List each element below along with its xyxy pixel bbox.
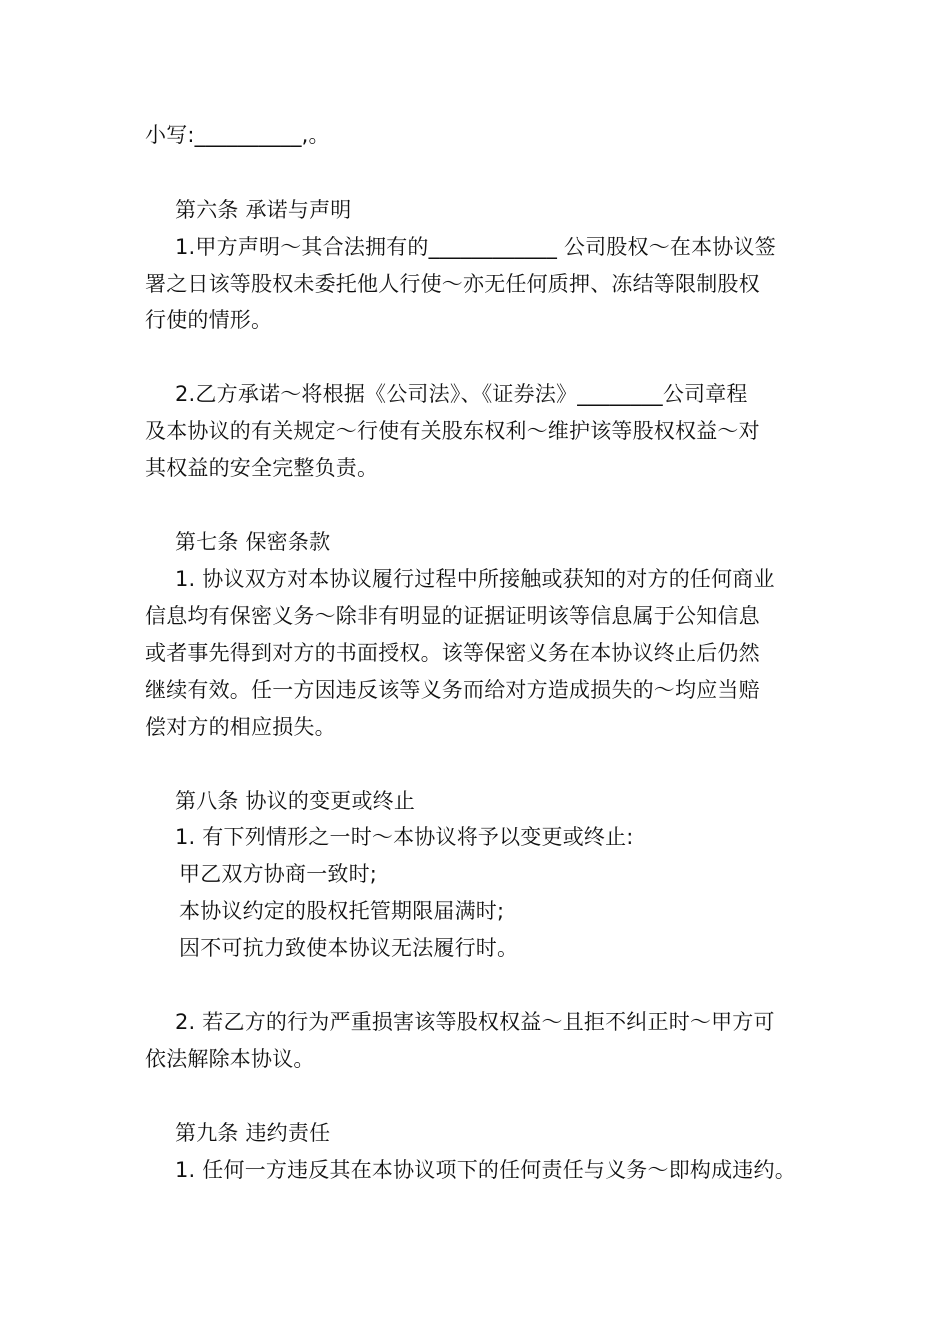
article-8-condition-1: 甲乙双方协商一致时;: [179, 862, 378, 886]
article-7-heading: 第七条 保密条款: [175, 530, 331, 554]
article-6-clause-1-line-1: 1.甲方声明～其合法拥有的____________ 公司股权～在本协议签: [175, 235, 776, 259]
article-6-clause-1-line-3: 行使的情形。: [145, 308, 273, 332]
article-8-condition-2: 本协议约定的股权托管期限届满时;: [179, 899, 505, 923]
amount-lowercase-line: 小写:__________,。: [145, 123, 330, 147]
article-6-clause-2-line-2: 及本协议的有关规定～行使有关股东权利～维护该等股权权益～对: [145, 419, 760, 443]
article-7-clause-1-line-4: 继续有效。任一方因违反该等义务而给对方造成损失的～均应当赔: [145, 678, 760, 702]
article-8-clause-1: 1. 有下列情形之一时～本协议将予以变更或终止:: [175, 825, 634, 849]
article-6-clause-2-line-3: 其权益的安全完整负责。: [145, 456, 379, 480]
article-6-clause-2-line-1: 2.乙方承诺～将根据《公司法》、《证券法》________公司章程: [175, 382, 748, 406]
article-7-clause-1-line-1: 1. 协议双方对本协议履行过程中所接触或获知的对方的任何商业: [175, 567, 775, 591]
article-7-clause-1-line-3: 或者事先得到对方的书面授权。该等保密义务在本协议终止后仍然: [145, 641, 760, 665]
article-6-heading: 第六条 承诺与声明: [175, 198, 352, 222]
article-8-condition-3: 因不可抗力致使本协议无法履行时。: [179, 936, 519, 960]
article-9-heading: 第九条 违约责任: [175, 1121, 331, 1145]
article-6-clause-1-line-2: 署之日该等股权未委托他人行使～亦无任何质押、冻结等限制股权: [145, 272, 760, 296]
article-8-clause-2-line-1: 2. 若乙方的行为严重损害该等股权权益～且拒不纠正时～甲方可: [175, 1010, 775, 1034]
article-8-clause-2-line-2: 依法解除本协议。: [145, 1047, 315, 1071]
article-7-clause-1-line-2: 信息均有保密义务～除非有明显的证据证明该等信息属于公知信息: [145, 604, 760, 628]
article-9-clause-1: 1. 任何一方违反其在本协议项下的任何责任与义务～即构成违约。: [175, 1158, 796, 1182]
article-8-heading: 第八条 协议的变更或终止: [175, 789, 416, 813]
article-7-clause-1-line-5: 偿对方的相应损失。: [145, 715, 336, 739]
